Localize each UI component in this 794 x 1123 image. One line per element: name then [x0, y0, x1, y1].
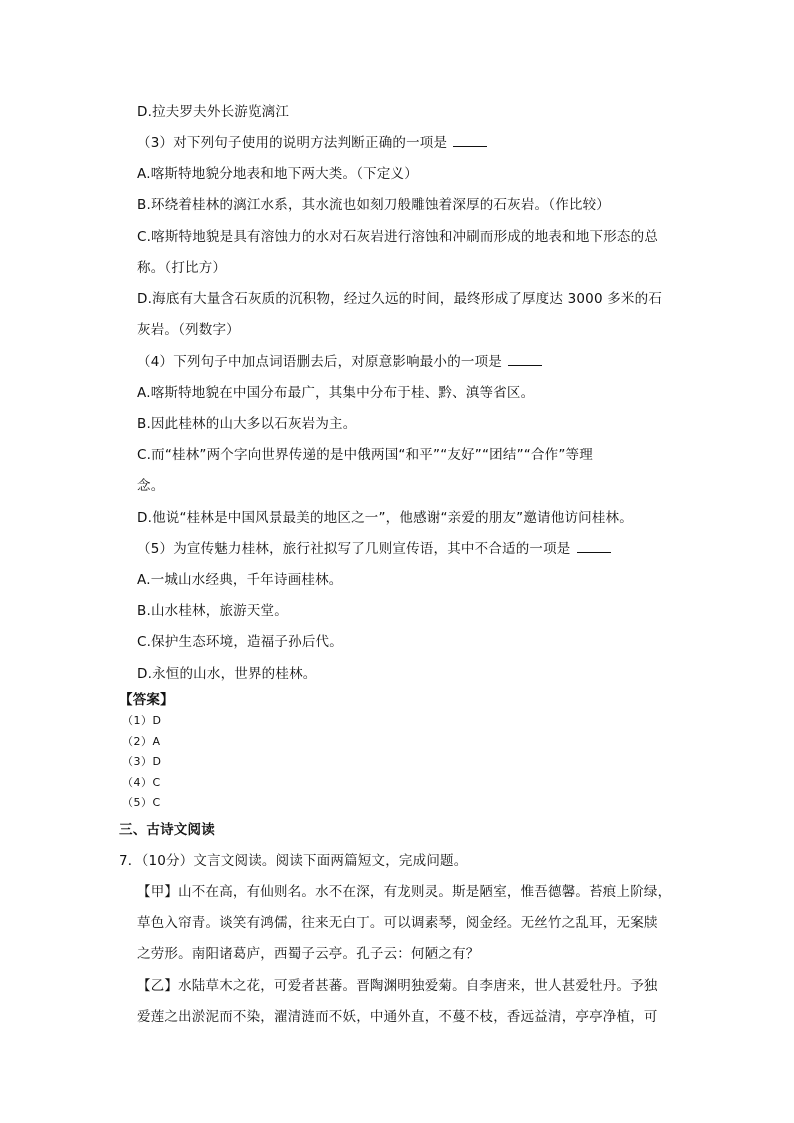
option-a-q3: A.喀斯特地貌分地表和地下两大类。（下定义） [137, 166, 418, 182]
option-d-q3-line1: D.海底有大量含石灰质的沉积物，经过久远的时间，最终形成了厚度达 3000 多米的石 [137, 291, 663, 307]
answer-blank-4 [508, 353, 542, 366]
question-3-text: （3）对下列句子使用的说明方法判断正确的一项是 [137, 135, 448, 151]
option-b-q3: B.环绕着桂林的漓江水系，其水流也如刻刀般雕蚀着深厚的石灰岩。（作比较） [137, 197, 611, 213]
answer-blank-5 [577, 540, 611, 553]
option-c-q3-line1: C.喀斯特地貌是具有溶蚀力的水对石灰岩进行溶蚀和冲刷而形成的地表和地下形态的总 [137, 229, 659, 245]
answer-blank-3 [453, 134, 487, 147]
passage-jia-line: 草色入帘青。谈笑有鸿儒，往来无白丁。可以调素琴，阅金经。无丝竹之乱耳，无案牍 [137, 915, 658, 931]
question-4 [137, 353, 542, 371]
question-5-text: （5）为宣传魅力桂林，旅行社拟写了几则宣传语，其中不合适的一项是 [137, 541, 571, 557]
option-d-q2: D.拉夫罗夫外长游览漓江 [137, 104, 290, 120]
answer-heading: 【答案】 [119, 692, 174, 708]
option-c-q5: C.保护生态环境，造福子孙后代。 [137, 634, 343, 650]
answer-item: （2）A [122, 735, 161, 748]
question-3 [137, 134, 487, 152]
answer-item: （5）C [122, 796, 161, 809]
answer-item: （3）D [122, 755, 162, 768]
option-b-q4: B.因此桂林的山大多以石灰岩为主。 [137, 416, 357, 432]
option-d-q5: D.永恒的山水，世界的桂林。 [137, 666, 317, 682]
section-title: 三、古诗文阅读 [119, 822, 215, 838]
question-4-text: （4）下列句子中加点词语删去后，对原意影响最小的一项是 [137, 354, 502, 370]
option-b-q5: B.山水桂林，旅游天堂。 [137, 603, 288, 619]
passage-jia-line: 之劳形。南阳诸葛庐，西蜀子云亭。孔子云：何陋之有？ [137, 946, 480, 962]
option-c-q4-line1: C.而“桂林”两个字向世界传递的是中俄两国“和平”“友好”“团结”“合作”等理 [137, 447, 593, 463]
option-c-q4-line2: 念。 [137, 478, 165, 494]
answer-item: （4）C [122, 776, 161, 789]
question-5 [137, 540, 611, 558]
option-d-q4: D.他说“桂林是中国风景最美的地区之一”，他感谢“亲爱的朋友”邀请他访问桂林。 [137, 510, 633, 526]
question-7: 7．（10分）文言文阅读。阅读下面两篇短文，完成问题。 [119, 853, 468, 869]
option-c-q3-line2: 称。（打比方） [137, 260, 227, 276]
passage-jia-line: 【甲】山不在高，有仙则名。水不在深，有龙则灵。斯是陋室，惟吾德馨。苔痕上阶绿， [137, 884, 672, 900]
answer-item: （1）D [122, 714, 162, 727]
option-a-q4: A.喀斯特地貌在中国分布最广，其集中分布于桂、黔、滇等省区。 [137, 385, 535, 401]
option-a-q5: A.一城山水经典，千年诗画桂林。 [137, 572, 343, 588]
option-d-q3-line2: 灰岩。（列数字） [137, 322, 240, 338]
passage-yi-line: 【乙】水陆草木之花，可爱者甚蕃。晋陶渊明独爱菊。自李唐来，世人甚爱牡丹。予独 [137, 978, 658, 994]
passage-yi-line: 爱莲之出淤泥而不染，濯清涟而不妖，中通外直，不蔓不枝，香远益清，亭亭净植，可 [137, 1009, 658, 1025]
